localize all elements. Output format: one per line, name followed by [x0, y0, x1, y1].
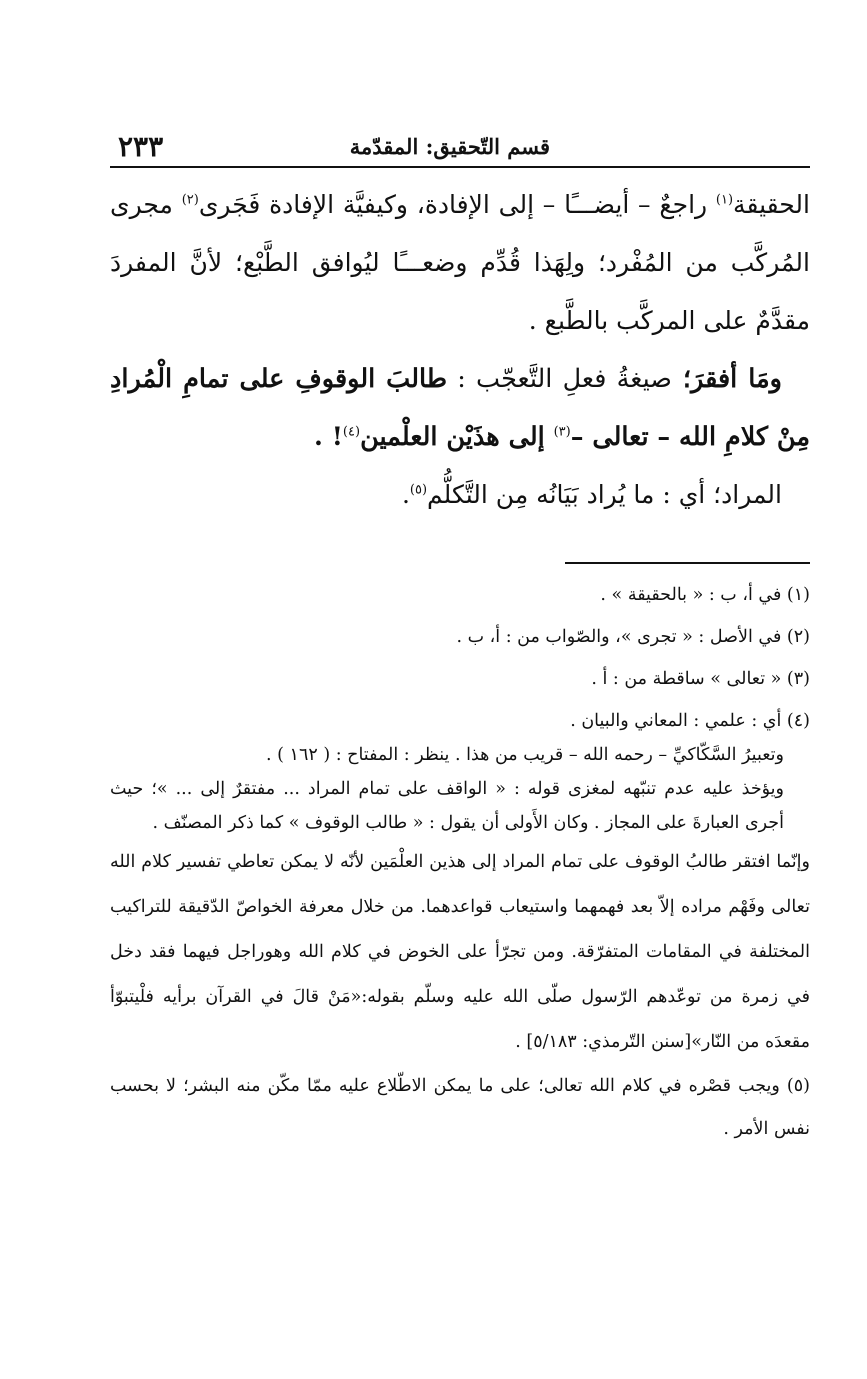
footnote-4-cont-1: وتعبيرُ السَّكّاكيِّ – رحمه الله – قريب من هذا . ينظر : المفتاح : ( ١٦٢ ) . [266, 745, 784, 765]
text-span: . [401, 480, 410, 509]
paragraph-3 [110, 466, 810, 524]
footnotes [110, 578, 810, 1151]
footnote-ref-3: (٣) [553, 424, 571, 440]
text-span-normal: صيغةُ فعلِ التَّعجّب : [447, 364, 672, 394]
footnote-3: (٣) « تعالى » ساقطة من : أ . [591, 669, 810, 689]
footnote-separator [565, 562, 810, 564]
text-span-bold: طالبَ الوقوفِ على تمامِ الْمُرادِ مِنْ كلامِ الله – تعالى – [110, 364, 810, 452]
footnote-1: (١) في أ، ب : « بالحقيقة » . [600, 585, 810, 605]
footnote-ref-5: (٥) [409, 482, 428, 498]
page-header [110, 130, 810, 168]
footnote-4-cont-2: ويؤخذ عليه عدم تنبّهه لمغزى قوله : « الواقف على تمام المراد ... مفتقرٌ إلى ... »؛ حيث أجرى العبارةَ على المجاز . وكان الأَولى أن يقول : « طالب الوقوف » كما ذكر المصنّف . [110, 779, 784, 833]
footnote-4: (٤) أي : علمي : المعاني والبيان . [570, 711, 810, 731]
text-span: المراد؛ أي : ما يُراد بَيَانُه مِن التَّكلُّم [427, 480, 782, 509]
footnote-ref-4: (٤) [342, 424, 361, 440]
footnote-ref-2: (٢) [181, 192, 199, 208]
text-span: راجعٌ – أيضـــًا – إلى الإفادة، وكيفيَّة الإفادة فَجَرى [198, 190, 716, 219]
page-number: ٢٣٣ [118, 130, 164, 163]
text-span-bold: ومَا أفقرَ؛ [671, 364, 782, 394]
text-span-bold: إلى هذَيْن العلْمين [360, 422, 554, 452]
text-span: مجرى المُركَّب من المُفْرد؛ ولِهَذا قُدِّم وضعـــًا ليُوافق الطَّبْع؛ لأنَّ المفردَ مقدَّمٌ على المركَّب بالطَّبع . [110, 190, 810, 335]
footnote-2: (٢) في الأصل : « تجرى »، والصّواب من : أ، ب . [456, 627, 810, 647]
main-text [110, 176, 810, 524]
text-span: الحقيقة [733, 190, 810, 219]
paragraph-2 [110, 350, 810, 466]
text-span-bold: ! . [313, 422, 343, 452]
footnote-5: (٥) ويجب قصْره في كلام الله تعالى؛ على ما يمكن الاطّلاع عليه ممّا مكّن منه البشر؛ لا بحسب نفس الأمر . [110, 1076, 810, 1139]
footnote-ref-1: (١) [715, 192, 734, 208]
page-title: قسم التّحقيق: المقدّمة [349, 134, 550, 159]
page [110, 130, 810, 1151]
paragraph-1 [110, 176, 810, 350]
footnote-4-cont-3: وإنّما افتقر طالبُ الوقوف على تمام المراد إلى هذين العلْمَين لأنّه لا يمكن تعاطي تفسير كلام الله تعالى وفَهْم مراده إلاّ بعد فهمهما واستيعاب قواعدهما. من خلال معرفة الخواصّ الدّقيقة للتراكيب المختلفة في المقامات المتفرّقة. ومن تجرّأ على الخوض في كلام الله وهوراجل فيهما فقد دخل في زمرة من توعّدهم الرّسول صلّى الله عليه وسلّم بقوله:«مَنْ قالَ في القرآن برأيه فلْيتبوّأ مقعدَه من النّار»[سنن التّرمذي: ٥/١٨٣] . [110, 852, 810, 1052]
